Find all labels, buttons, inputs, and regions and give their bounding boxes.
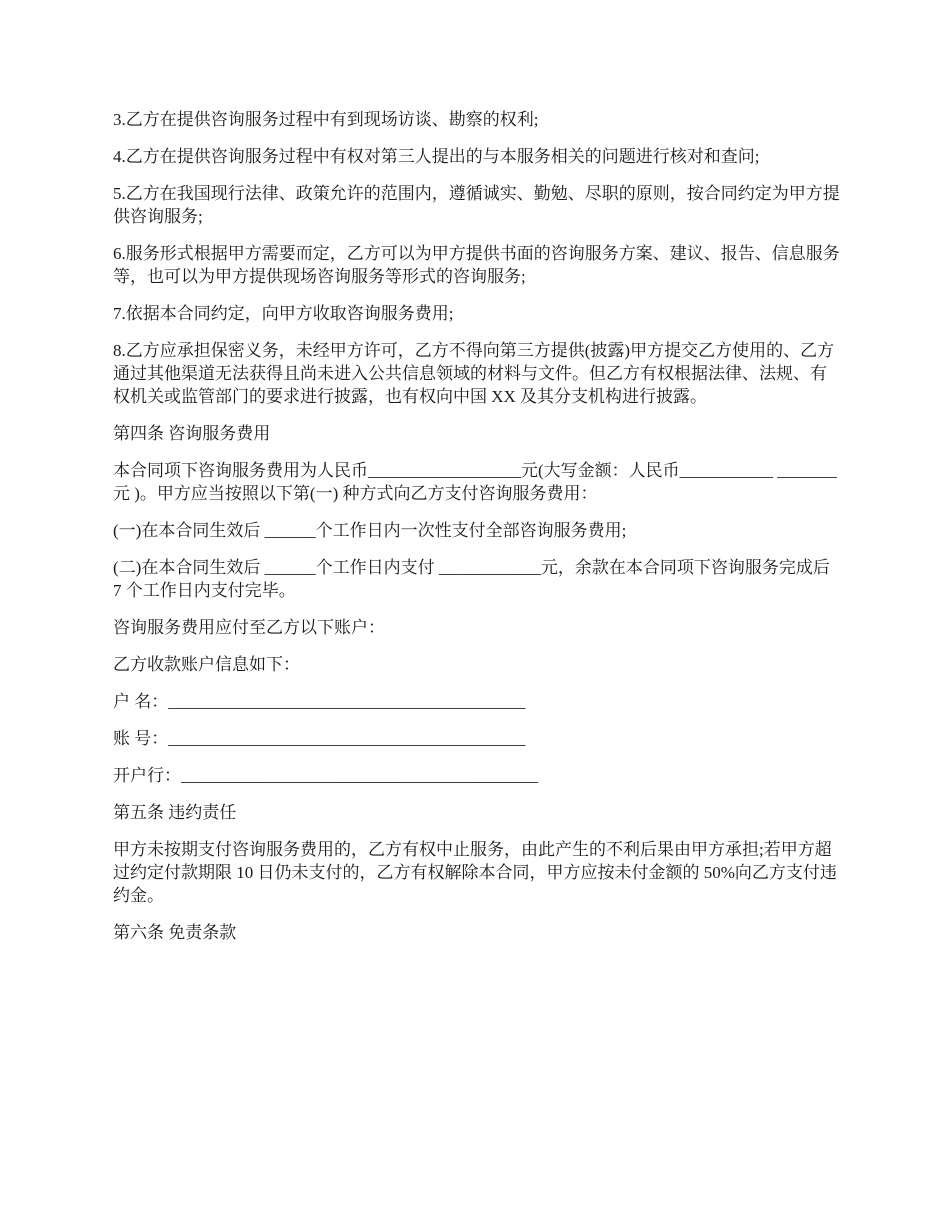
section-heading-4: 第四条 咨询服务费用 [113,424,271,443]
document-page [113,108,840,958]
payment-account-note: 咨询服务费用应付至乙方以下账户： [113,618,385,637]
clause-6: 6.服务形式根据甲方需要而定，乙方可以为甲方提供书面的咨询服务方案、建议、报告、信息服务等，也可以为甲方提供现场咨询服务等形式的咨询服务; [113,244,840,286]
clause-3: 3.乙方在提供咨询服务过程中有到现场访谈、勘察的权利; [113,110,539,129]
clause-8: 8.乙方应承担保密义务，未经甲方许可，乙方不得向第三方提供(披露)甲方提交乙方使用的、乙方通过其他渠道无法获得且尚未进入公共信息领域的材料与文件。但乙方有权根据法律、法规、有权机关或监管部门的要求进行披露，也有权向中国 XX 及其分支机构进行披露。 [113,341,835,406]
clause-7: 7.依据本合同约定，向甲方收取咨询服务费用; [113,304,454,323]
bank-branch-field: 开户行：__________________________________________ [113,766,538,785]
section-heading-5: 第五条 违约责任 [113,803,237,822]
breach-liability-paragraph: 甲方未按期支付咨询服务费用的，乙方有权中止服务，由此产生的不利后果由甲方承担;若甲方超过约定付款期限 10 日仍未支付的，乙方有权解除本合同，甲方应按未付金额的 50%向乙方支付违约金。 [113,840,837,905]
payment-option-1: (一)在本合同生效后 ______个工作日内一次性支付全部咨询服务费用; [113,521,627,540]
fee-amount-paragraph: 本合同项下咨询服务费用为人民币__________________元(大写金额：人民币___________ _______元 )。甲方应当按照以下第(一) 种方式向乙方支付咨询服务费用： [113,461,837,503]
clause-4: 4.乙方在提供咨询服务过程中有权对第三人提出的与本服务相关的问题进行核对和查问; [113,147,760,166]
account-info-heading: 乙方收款账户信息如下： [113,655,300,674]
section-heading-6: 第六条 免责条款 [113,923,237,942]
payment-option-2: (二)在本合同生效后 ______个工作日内支付 ____________元，余款在本合同项下咨询服务完成后 7 个工作日内支付完毕。 [113,558,830,600]
account-name-field: 户 名：__________________________________________ [113,692,526,711]
clause-5: 5.乙方在我国现行法律、政策允许的范围内，遵循诚实、勤勉、尽职的原则，按合同约定为甲方提供咨询服务; [113,184,840,226]
account-number-field: 账 号：__________________________________________ [113,729,526,748]
